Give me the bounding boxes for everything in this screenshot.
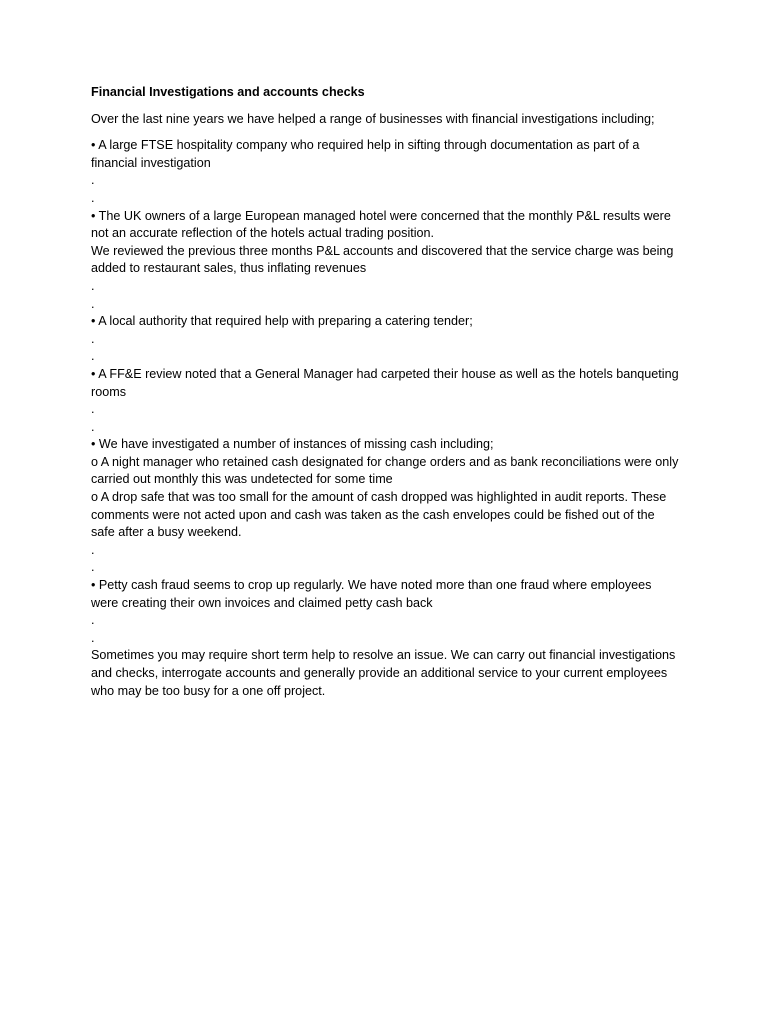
separator-dot: . <box>91 331 95 346</box>
separator-dot: . <box>91 278 95 293</box>
separator-dot: . <box>91 542 95 557</box>
separator-dot: . <box>91 173 95 188</box>
separator-dot: . <box>91 630 95 645</box>
bullet-uk-owners: • The UK owners of a large European managed hotel were concerned that the monthly P&L results were not an accurate reflection of the hotels actual trading position. <box>91 208 671 241</box>
closing-paragraph: Sometimes you may require short term help to resolve an issue. We can carry out financial investigations and checks, interrogate accounts and generally provide an additional service to your current employees who may be too busy for a one off project. <box>91 648 676 698</box>
sub-item-night-manager: o A night manager who retained cash designated for change orders and as bank reconciliations were only carried out monthly this was undetected for some time <box>91 454 679 487</box>
bullet-missing-cash: • We have investigated a number of instances of missing cash including; <box>91 437 494 452</box>
separator-dot: . <box>91 419 95 434</box>
document-body <box>91 84 681 700</box>
separator-dot: . <box>91 296 95 311</box>
bullet-ftse-company: • A large FTSE hospitality company who required help in sifting through documentation as part of a financial investigation <box>91 138 640 170</box>
separator-dot: . <box>91 560 95 575</box>
separator-dot: . <box>91 190 95 205</box>
separator-dot: . <box>91 349 95 364</box>
sub-item-drop-safe: o A drop safe that was too small for the amount of cash dropped was highlighted in audit reports. These comments were not acted upon and cash was taken as the cash envelopes could be fished out of the safe after a busy weekend. <box>91 490 667 540</box>
intro-paragraph: Over the last nine years we have helped a range of businesses with financial investigations including; <box>91 111 655 126</box>
bullet-petty-cash: • Petty cash fraud seems to crop up regularly. We have noted more than one fraud where employees were creating their own invoices and claimed petty cash back <box>91 578 652 610</box>
separator-dot: . <box>91 613 95 628</box>
separator-dot: . <box>91 402 95 417</box>
document-title: Financial Investigations and accounts checks <box>91 85 365 99</box>
bullet-ffe-review: • A FF&E review noted that a General Manager had carpeted their house as well as the hotels banqueting rooms <box>91 366 679 399</box>
bullet-local-authority: • A local authority that required help with preparing a catering tender; <box>91 314 473 329</box>
paragraph-service-charge: We reviewed the previous three months P&L accounts and discovered that the service charge was being added to restaurant sales, thus inflating revenues <box>91 243 674 276</box>
